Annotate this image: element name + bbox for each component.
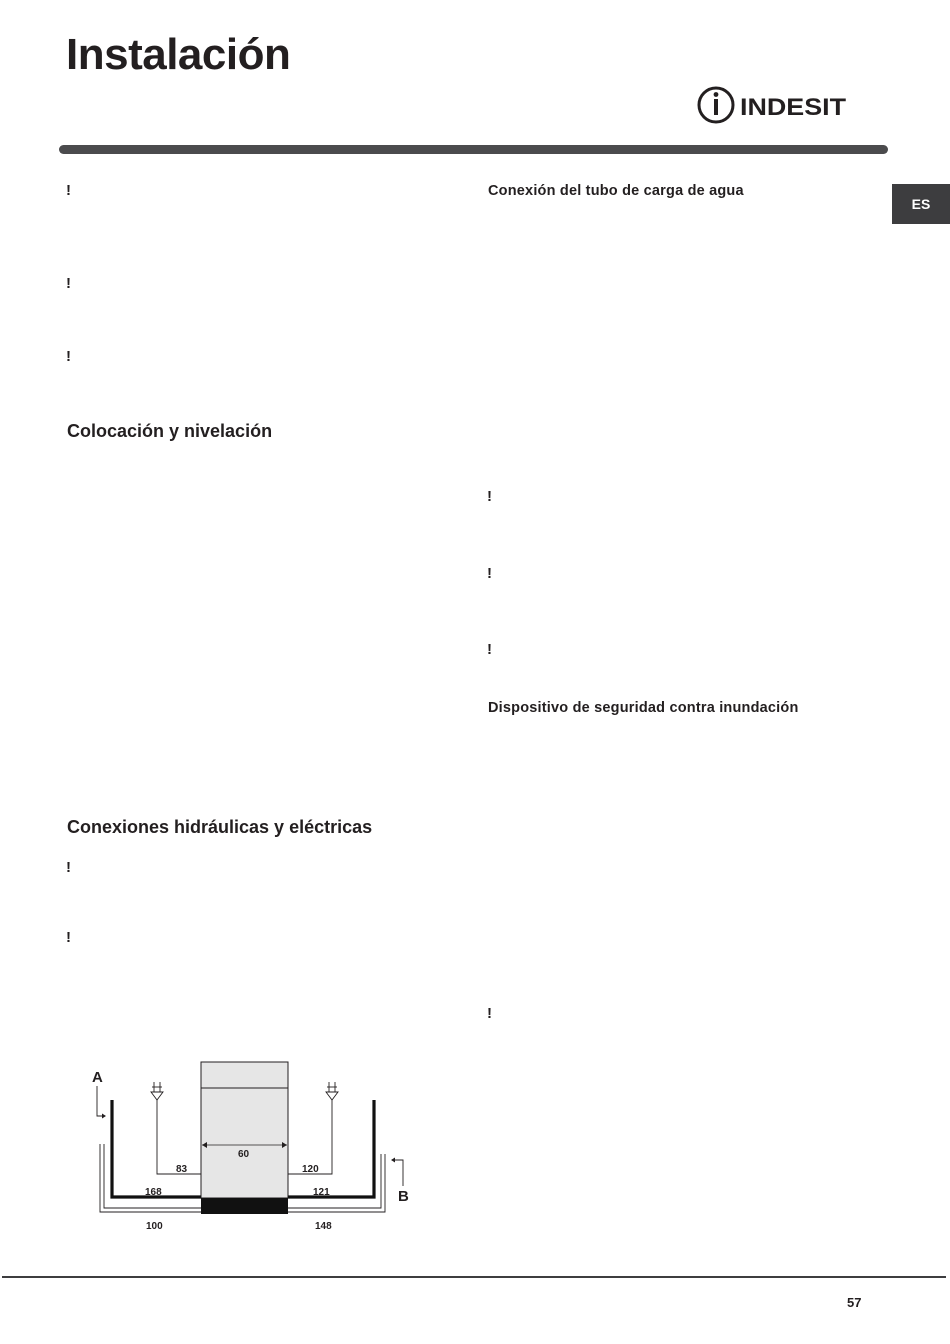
footer-rule	[2, 1276, 946, 1278]
left-tap-line	[157, 1094, 201, 1174]
dim-left-drain: 168	[145, 1187, 162, 1198]
dim-left-inner: 83	[176, 1164, 188, 1175]
page-number: 57	[847, 1295, 862, 1310]
language-tab: ES	[892, 184, 950, 224]
dim-right-supply: 148	[315, 1221, 332, 1232]
warning-mark: !	[66, 859, 71, 876]
warning-mark: !	[487, 488, 492, 505]
warning-mark: !	[487, 565, 492, 582]
warning-mark: !	[66, 275, 71, 292]
label-b-leader	[392, 1160, 403, 1186]
section-heading-flood-device: Dispositivo de seguridad contra inundación	[488, 700, 799, 716]
page-title: Instalación	[66, 30, 291, 79]
brand-name: INDESIT	[740, 94, 847, 121]
installation-diagram	[88, 1058, 428, 1238]
label-a-leader	[97, 1086, 105, 1116]
warning-mark: !	[487, 1005, 492, 1022]
appliance-body	[201, 1062, 288, 1198]
appliance-base	[201, 1198, 288, 1214]
left-tap-icon	[151, 1092, 163, 1100]
section-heading-connections: Conexiones hidráulicas y eléctricas	[67, 817, 373, 837]
dim-left-supply: 100	[146, 1221, 163, 1232]
dim-right-drain: 121	[313, 1187, 330, 1198]
label-b: B	[398, 1188, 409, 1205]
dim-right-inner: 120	[302, 1164, 319, 1175]
indesit-logo	[696, 86, 848, 126]
right-tap-icon	[326, 1092, 338, 1100]
dim-width-center: 60	[238, 1149, 250, 1160]
section-heading-placement: Colocación y nivelación	[67, 421, 273, 441]
header-rule	[59, 145, 888, 154]
warning-mark: !	[487, 641, 492, 658]
section-heading-water-hose: Conexión del tubo de carga de agua	[488, 183, 744, 199]
warning-mark: !	[66, 182, 71, 199]
warning-mark: !	[66, 929, 71, 946]
right-tap-line	[288, 1094, 332, 1174]
label-a: A	[92, 1069, 103, 1086]
warning-mark: !	[66, 348, 71, 365]
